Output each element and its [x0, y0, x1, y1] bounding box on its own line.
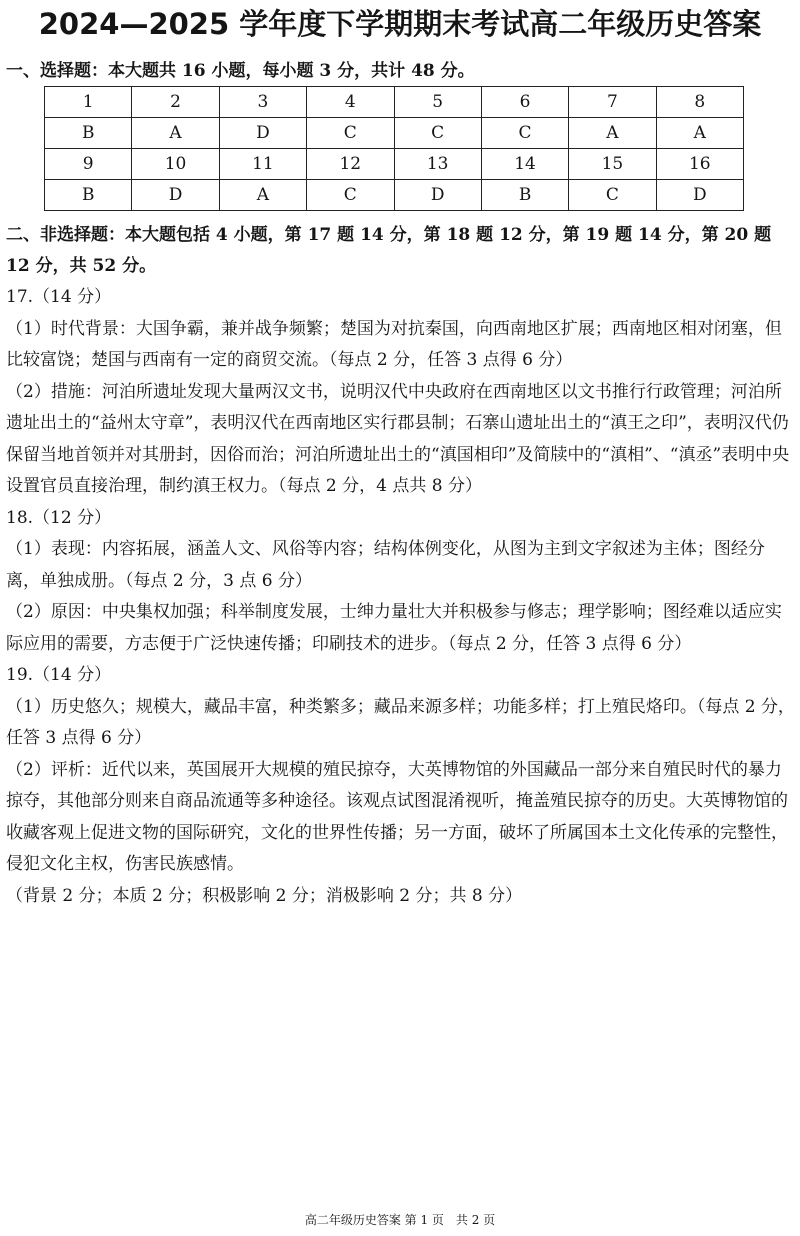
- table-cell: 14: [481, 149, 568, 180]
- page-footer: 高二年级历史答案 第 1 页 共 2 页: [304, 1213, 496, 1227]
- q17-part1: （1）时代背景：大国争霸，兼并战争频繁；楚国为对抗秦国，向西南地区扩展；西南地区相对闭塞，但比较富饶；楚国与西南有一定的商贸交流。（每点 2 分，任答 3 点得 6 分）: [6, 318, 782, 370]
- table-cell: A: [132, 118, 219, 149]
- table-cell: C: [307, 118, 394, 149]
- table-cell: 12: [307, 149, 394, 180]
- section1-heading: 一、选择题：本大题共 16 小题，每小题 3 分，共计 48 分。: [6, 61, 475, 81]
- q19-part2: （2）评析：近代以来，英国展开大规模的殖民掠夺，大英博物馆的外国藏品一部分来自殖民时代的暴力掠夺，其他部分则来自商品流通等多种途径。该观点试图混淆视听，掩盖殖民掠夺的历史。大英博物馆的收藏客观上促进文物的国际研究，文化的世界性传播；另一方面，破坏了所属国本土文化传承的完整性，侵犯文化主权，伤害民族感情。: [6, 759, 788, 874]
- q18-part1: （1）表现：内容拓展，涵盖人文、风俗等内容；结构体例变化，从图为主到文字叙述为主体；图经分离，单独成册。（每点 2 分，3 点 6 分）: [6, 539, 765, 591]
- q18-header: 18.（12 分）: [6, 507, 112, 528]
- table-cell: B: [481, 180, 568, 211]
- q19-header: 19.（14 分）: [6, 665, 112, 685]
- table-cell: 10: [132, 149, 219, 180]
- table-cell: D: [656, 180, 743, 211]
- table-cell: 8: [656, 87, 743, 118]
- table-cell: B: [45, 118, 132, 149]
- table-row: [45, 118, 744, 149]
- table-cell: 9: [45, 149, 132, 180]
- table-cell: C: [569, 180, 656, 211]
- q19-scoring: （背景 2 分；本质 2 分；积极影响 2 分；消极影响 2 分；共 8 分）: [6, 885, 523, 906]
- q17-header: 17.（14 分）: [6, 287, 112, 307]
- answer-body: [6, 282, 796, 912]
- q18-part2: （2）原因：中央集权加强；科举制度发展，士绅力量壮大并积极参与修志；理学影响；图经难以适应实际应用的需要，方志便于广泛快速传播；印刷技术的进步。（每点 2 分，任答 3 点得 6 分）: [6, 602, 782, 654]
- table-row: [45, 87, 744, 118]
- table-cell: C: [307, 180, 394, 211]
- table-cell: D: [219, 118, 306, 149]
- table-cell: 15: [569, 149, 656, 180]
- table-cell: 1: [45, 87, 132, 118]
- table-cell: A: [656, 118, 743, 149]
- table-row: [45, 180, 744, 211]
- table-cell: 3: [219, 87, 306, 118]
- table-cell: 2: [132, 87, 219, 118]
- table-cell: 16: [656, 149, 743, 180]
- table-cell: A: [219, 180, 306, 211]
- section2-heading: 二、非选择题：本大题包括 4 小题，第 17 题 14 分，第 18 题 12 分，第 19 题 14 分，第 20 题 12 分，共 52 分。: [6, 225, 772, 276]
- page-title: 2024—2025 学年度下学期期末考试高二年级历史答案: [38, 7, 762, 41]
- table-cell: 7: [569, 87, 656, 118]
- table-cell: A: [569, 118, 656, 149]
- table-cell: D: [394, 180, 481, 211]
- table-cell: D: [132, 180, 219, 211]
- table-cell: 13: [394, 149, 481, 180]
- table-cell: C: [481, 118, 568, 149]
- table-cell: 11: [219, 149, 306, 180]
- table-cell: C: [394, 118, 481, 149]
- q19-part1: （1）历史悠久；规模大，藏品丰富，种类繁多；藏品来源多样；功能多样；打上殖民烙印。（每点 2 分，任答 3 点得 6 分）: [6, 696, 795, 748]
- answer-table: [44, 86, 744, 211]
- table-cell: B: [45, 180, 132, 211]
- table-cell: 4: [307, 87, 394, 118]
- table-cell: 6: [481, 87, 568, 118]
- q17-part2: （2）措施：河泊所遗址发现大量两汉文书，说明汉代中央政府在西南地区以文书推行行政管理；河泊所遗址出土的“益州太守章”，表明汉代在西南地区实行郡县制；石寨山遗址出土的“滇王之印”，表明汉代仍保留当地首领并对其册封，因俗而治；河泊所遗址出土的“滇国相印”及简牍中的“滇相”、“滇丞”表明中央设置官员直接治理，制约滇王权力。（每点 2 分，4 点共 8 分）: [6, 381, 790, 496]
- table-row: [45, 149, 744, 180]
- table-cell: 5: [394, 87, 481, 118]
